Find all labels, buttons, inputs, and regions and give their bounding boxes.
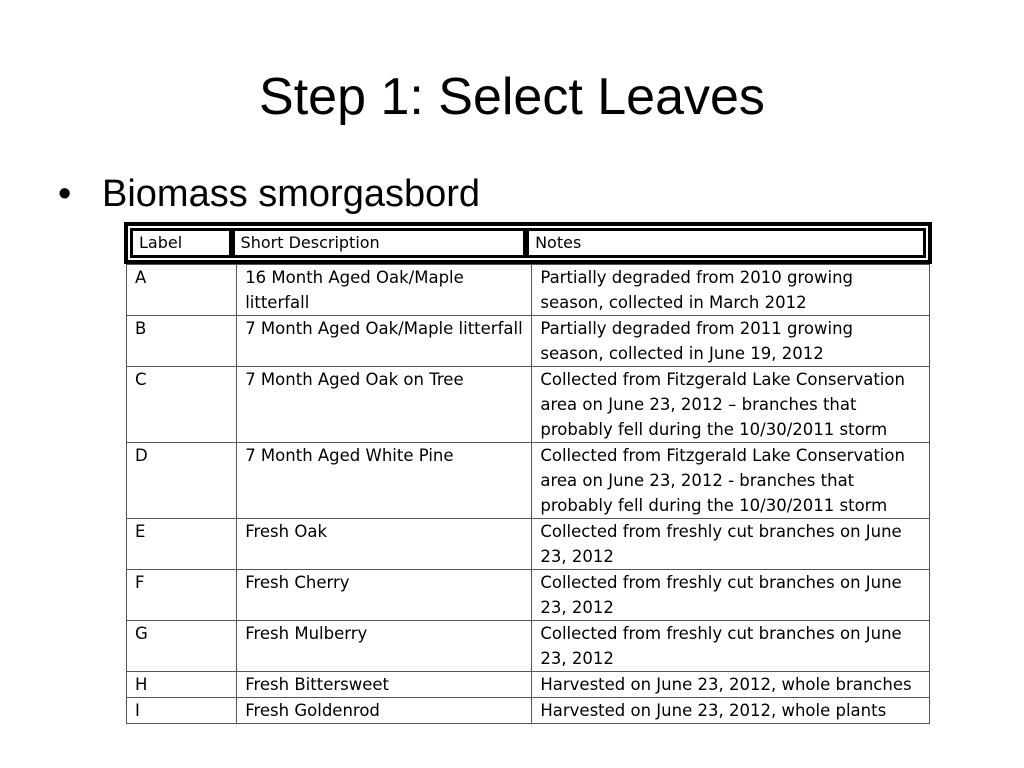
cell-label: G — [127, 621, 237, 672]
cell-notes: Collected from Fitzgerald Lake Conservation area on June 23, 2012 – branches that probably fell during the 10/30/2011 storm — [532, 367, 930, 443]
cell-label: B — [127, 316, 237, 367]
cell-notes: Harvested on June 23, 2012, whole branches — [532, 672, 930, 698]
cell-notes: Collected from freshly cut branches on June 23, 2012 — [532, 570, 930, 621]
cell-label: H — [127, 672, 237, 698]
cell-label: F — [127, 570, 237, 621]
cell-description: Fresh Oak — [237, 519, 532, 570]
cell-notes: Harvested on June 23, 2012, whole plants — [532, 698, 930, 724]
cell-label: C — [127, 367, 237, 443]
table-header-frame — [124, 222, 932, 264]
bullet-item — [58, 170, 480, 218]
cell-description: Fresh Bittersweet — [237, 672, 532, 698]
cell-description: 16 Month Aged Oak/Maple litterfall — [237, 265, 532, 316]
cell-description: 7 Month Aged White Pine — [237, 443, 532, 519]
cell-notes: Partially degraded from 2010 growing season, collected in March 2012 — [532, 265, 930, 316]
bullet-text: Biomass smorgasbord — [102, 173, 481, 215]
cell-description: 7 Month Aged Oak on Tree — [237, 367, 532, 443]
header-short-description: Short Description — [232, 228, 527, 258]
slide-title: Step 1: Select Leaves — [259, 68, 765, 126]
cell-label: A — [127, 265, 237, 316]
table-body — [126, 264, 930, 724]
table-row — [127, 265, 930, 316]
header-label: Label — [130, 228, 232, 258]
cell-label: D — [127, 443, 237, 519]
table-row — [127, 621, 930, 672]
table-row — [127, 367, 930, 443]
header-notes: Notes — [526, 228, 926, 258]
table-row — [127, 672, 930, 698]
table-row — [127, 316, 930, 367]
bullet-dot-icon: • — [58, 173, 72, 215]
cell-description: Fresh Cherry — [237, 570, 532, 621]
cell-label: I — [127, 698, 237, 724]
table-row — [127, 698, 930, 724]
cell-notes: Partially degraded from 2011 growing season, collected in June 19, 2012 — [532, 316, 930, 367]
cell-notes: Collected from Fitzgerald Lake Conservation area on June 23, 2012 - branches that probably fell during the 10/30/2011 storm — [532, 443, 930, 519]
cell-description: 7 Month Aged Oak/Maple litterfall — [237, 316, 532, 367]
cell-notes: Collected from freshly cut branches on June 23, 2012 — [532, 519, 930, 570]
leaves-table — [124, 222, 932, 724]
cell-description: Fresh Mulberry — [237, 621, 532, 672]
table-row — [127, 443, 930, 519]
cell-notes: Collected from freshly cut branches on June 23, 2012 — [532, 621, 930, 672]
table-header-row — [130, 228, 926, 258]
cell-description: Fresh Goldenrod — [237, 698, 532, 724]
table-row — [127, 570, 930, 621]
cell-label: E — [127, 519, 237, 570]
table-row — [127, 519, 930, 570]
